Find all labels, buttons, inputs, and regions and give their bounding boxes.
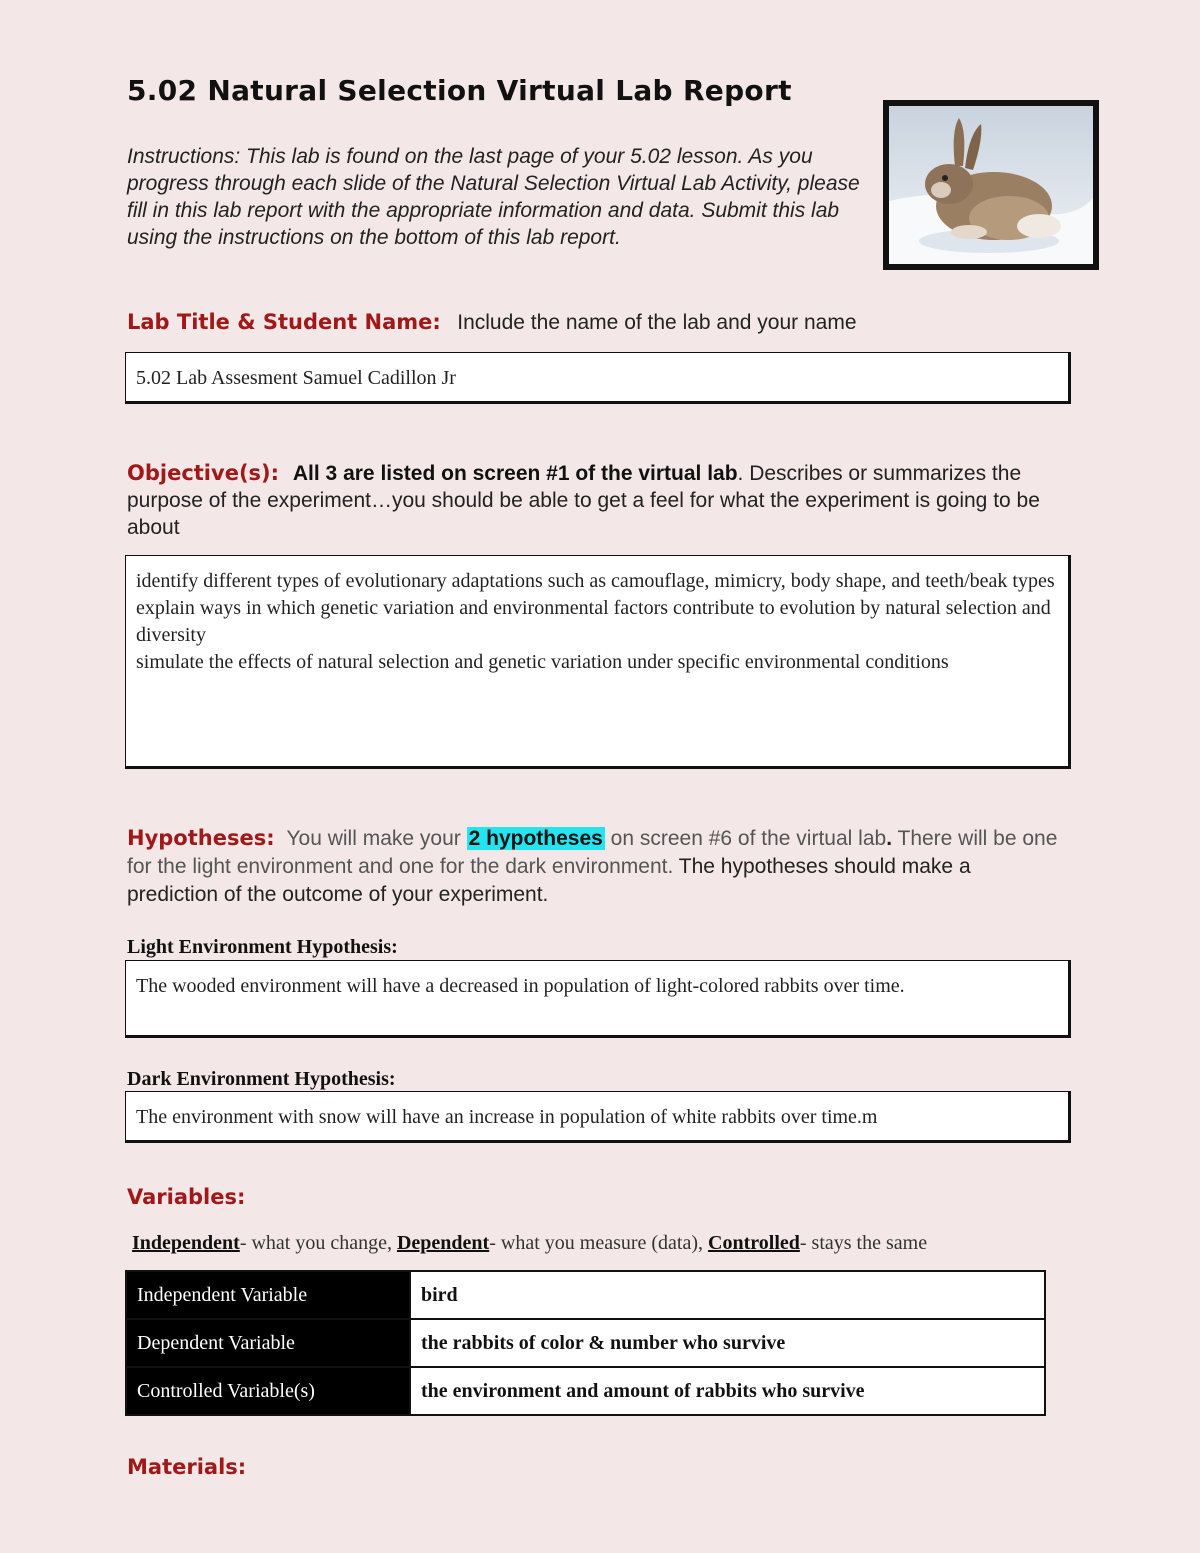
dark-hypothesis-label: Dark Environment Hypothesis: — [127, 1068, 396, 1090]
variable-label: Independent Variable — [126, 1271, 410, 1319]
controlled-term: Controlled — [708, 1232, 800, 1254]
lab-title-hint: Include the name of the lab and your name — [457, 311, 857, 334]
objectives-section — [127, 460, 1067, 541]
variables-heading: Variables: — [127, 1185, 246, 1209]
variables-table — [125, 1270, 1046, 1416]
variables-definitions — [132, 1232, 927, 1255]
dark-hypothesis-field[interactable]: The environment with snow will have an increase in population of white rabbits over time.m — [125, 1091, 1071, 1143]
controlled-def: - stays the same — [799, 1232, 928, 1254]
objectives-hint: . Describes or summarizes the purpose of the experiment…you should be able to get a feel for what the experiment is going to be about — [127, 462, 1040, 539]
light-hypothesis-field[interactable]: The wooded environment will have a decreased in population of light-colored rabbits over time. — [125, 960, 1071, 1038]
objectives-field[interactable] — [125, 555, 1071, 769]
lab-title-heading: Lab Title & Student Name: — [127, 310, 441, 334]
page-title: 5.02 Natural Selection Virtual Lab Report — [127, 74, 792, 107]
variable-value[interactable]: bird — [410, 1271, 1045, 1319]
lab-title-field[interactable]: 5.02 Lab Assesment Samuel Cadillon Jr — [125, 352, 1071, 404]
table-row — [126, 1367, 1045, 1415]
hypotheses-hint-d: The hypotheses should make a prediction of the outcome of your experiment. — [127, 855, 971, 906]
hypotheses-hint-a: You will make your — [286, 827, 461, 850]
objectives-bold-hint: All 3 are listed on screen #1 of the virtual lab — [292, 462, 738, 485]
table-row — [126, 1319, 1045, 1367]
variable-label: Controlled Variable(s) — [126, 1367, 410, 1415]
variable-value[interactable]: the rabbits of color & number who survive — [410, 1319, 1045, 1367]
rabbit-image — [889, 106, 1093, 264]
objective-item: simulate the effects of natural selection and genetic variation under specific environmental conditions — [136, 651, 949, 673]
materials-heading: Materials: — [127, 1455, 247, 1479]
hypotheses-hint-c: There will be one for the light environment and one for the dark environment. — [127, 827, 1058, 878]
hypotheses-hint-period: . — [886, 827, 893, 850]
lab-title-section — [127, 310, 857, 335]
table-row — [126, 1271, 1045, 1319]
objective-item: identify different types of evolutionary adaptations such as camouflage, mimicry, body shape, and teeth/beak types — [136, 570, 1055, 592]
independent-term: Independent — [132, 1232, 240, 1254]
rabbit-photo — [883, 100, 1099, 270]
hypotheses-highlight: 2 hypotheses — [468, 827, 603, 850]
dependent-term: Dependent — [396, 1232, 490, 1254]
dependent-def: - what you measure (data), — [489, 1232, 709, 1254]
independent-def: - what you change, — [239, 1232, 397, 1254]
hypotheses-hint-b: on screen #6 of the virtual lab — [610, 827, 887, 850]
hypotheses-heading: Hypotheses: — [127, 826, 275, 850]
objective-item: explain ways in which genetic variation and environmental factors contribute to evolution by natural selection and diversity — [136, 597, 1051, 646]
light-hypothesis-label: Light Environment Hypothesis: — [127, 936, 398, 958]
instructions-text: Instructions: This lab is found on the last page of your 5.02 lesson. As you progress through each slide of the Natural Selection Virtual Lab Activity, please fill in this lab report with the appropriate information and data. Submit this lab using the instructions on the bottom of this lab report. — [127, 145, 860, 249]
variable-value[interactable]: the environment and amount of rabbits who survive — [410, 1367, 1045, 1415]
hypotheses-section — [127, 824, 1067, 909]
objectives-heading: Objective(s): — [127, 461, 280, 485]
variable-label: Dependent Variable — [126, 1319, 410, 1367]
